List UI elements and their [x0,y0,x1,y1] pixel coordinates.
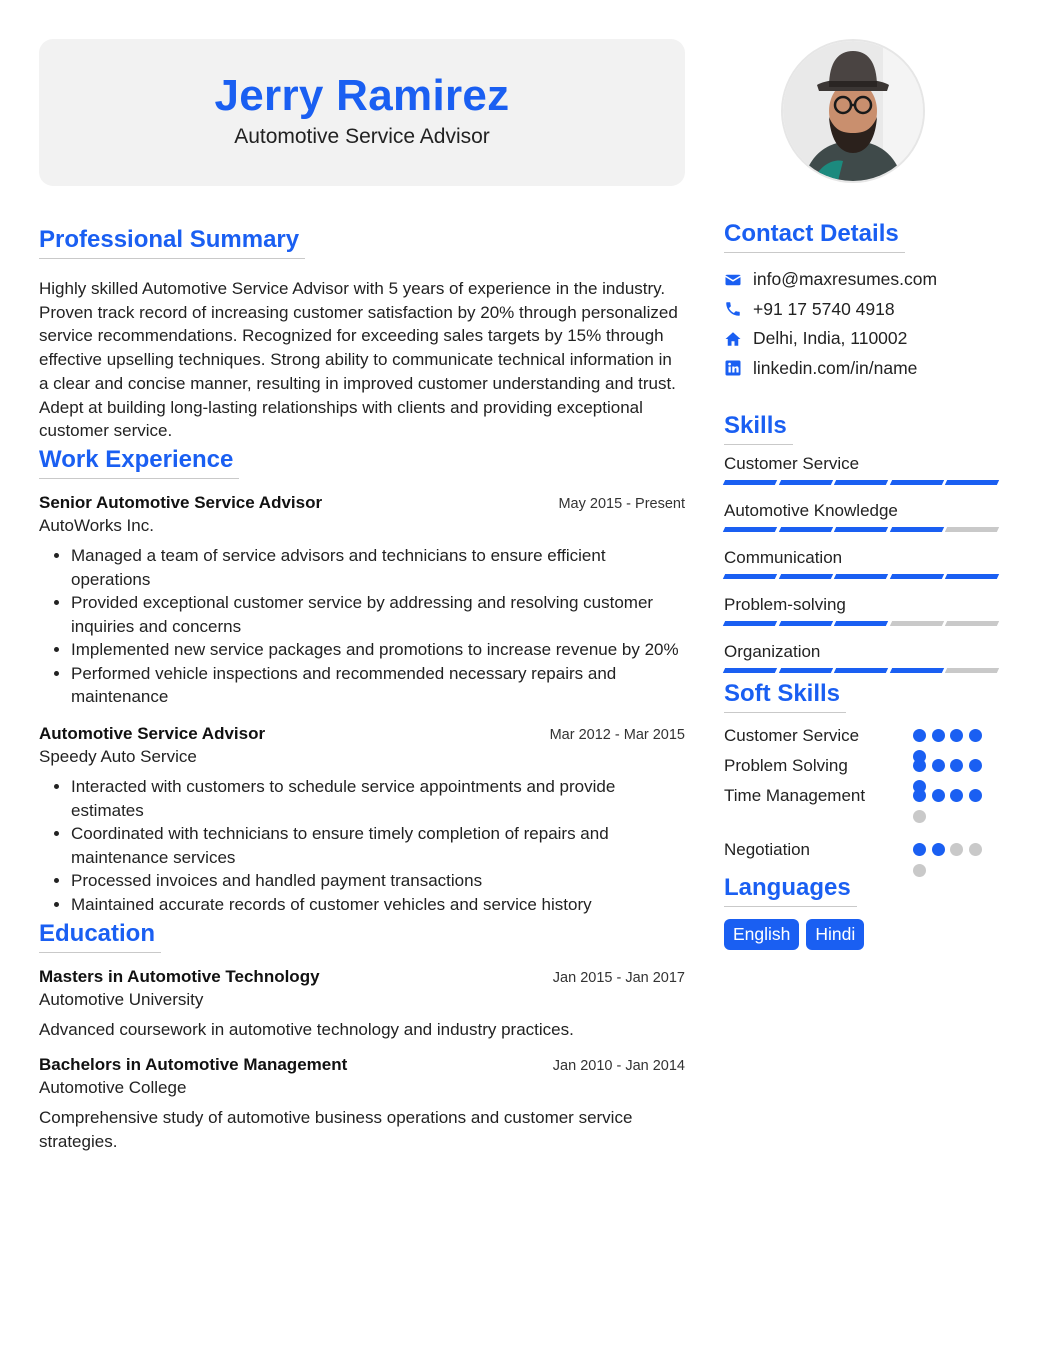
soft-skill-name: Time Management [724,786,866,805]
candidate-name: Jerry Ramirez [214,71,510,120]
contact-email[interactable] [724,265,1004,295]
soft-skills-section [724,679,1004,873]
skill-segment-filled [723,527,777,532]
summary-section [39,225,685,443]
education-entry [39,965,685,1042]
rating-dot-filled [950,789,963,802]
rating-dot-filled [950,759,963,772]
rating-dot-filled [913,759,926,772]
rating-dot-filled [932,759,945,772]
skill-segment-empty [945,668,999,673]
rating-dot-filled [969,789,982,802]
education-school: Automotive College [39,1078,187,1098]
phone-icon [724,300,742,318]
job-role: Senior Automotive Service Advisor [39,492,323,512]
skill-segment-filled [778,574,832,579]
soft-skill-item [724,785,1004,839]
soft-skill-name: Customer Service [724,726,860,745]
job-entry [39,491,685,709]
job-bullet: • Interacted with customers to schedule service appointments and provide estimates [71,775,685,822]
contact-address [724,324,1004,354]
education-heading: Education [39,919,161,953]
skill-segment-filled [723,668,777,673]
home-icon [724,330,742,348]
skill-item [724,594,1004,626]
skill-segment-filled [778,527,832,532]
envelope-icon [724,271,742,289]
job-role: Automotive Service Advisor [39,724,266,744]
job-bullet: • Maintained accurate records of customer vehicles and service history [71,893,685,917]
skill-item [724,641,1004,673]
rating-dot-empty [913,864,926,877]
soft-skill-rating [913,843,991,885]
skill-segment-filled [834,527,888,532]
candidate-title: Automotive Service Advisor [234,125,490,148]
skill-level-bar [724,527,1004,532]
rating-dot-filled [969,759,982,772]
skill-item [724,453,1004,485]
soft-skills-list [724,725,1004,873]
job-bullet: • Provided exceptional customer service by addressing and resolving customer inquiries and concerns [71,591,685,638]
education-date: Jan 2010 - Jan 2014 [552,1058,685,1075]
job-bullet: • Managed a team of service advisors and technicians to ensure efficient operations [71,544,685,591]
education-degree: Bachelors in Automotive Management [39,1055,348,1075]
rating-dot-filled [932,729,945,742]
contact-email-text: info@maxresumes.com [753,269,938,290]
education-description: Advanced coursework in automotive technology and industry practices. [39,1019,574,1039]
rating-dot-empty [969,843,982,856]
education-degree: Masters in Automotive Technology [39,966,320,986]
education-entry [39,1053,685,1153]
skill-segment-empty [945,527,999,532]
skill-level-bar [724,574,1004,579]
skill-item [724,547,1004,579]
contact-phone[interactable] [724,295,1004,325]
skill-segment-filled [778,480,832,485]
soft-skill-name: Problem Solving [724,756,848,775]
skill-segment-filled [834,668,888,673]
linkedin-icon [724,359,742,377]
soft-skill-name: Negotiation [724,840,811,859]
skill-segment-filled [723,480,777,485]
summary-heading: Professional Summary [39,225,305,259]
education-date: Jan 2015 - Jan 2017 [552,969,685,986]
skill-segment-filled [834,574,888,579]
skill-segment-filled [778,621,832,626]
soft-skill-item [724,839,1004,873]
soft-skill-item [724,725,1004,755]
skill-segment-filled [890,480,944,485]
job-bullet: • Coordinated with technicians to ensure timely completion of repairs and maintenance services [71,822,685,869]
header-banner [39,39,685,186]
rating-dot-filled [932,789,945,802]
job-date: Mar 2012 - Mar 2015 [549,727,685,744]
languages-list [724,919,1004,950]
rating-dot-filled [950,729,963,742]
skill-segment-filled [945,480,999,485]
profile-portrait-icon [783,41,923,181]
skill-segment-filled [890,668,944,673]
rating-dot-empty [913,810,926,823]
skill-segment-empty [890,621,944,626]
soft-skill-item [724,755,1004,785]
job-bullet: • Implemented new service packages and promotions to increase revenue by 20% [71,638,685,662]
rating-dot-filled [969,729,982,742]
skill-item [724,500,1004,532]
skill-segment-filled [723,574,777,579]
job-entry [39,722,685,917]
soft-skills-heading: Soft Skills [724,679,846,713]
skill-name: Automotive Knowledge [724,501,898,520]
job-date: May 2015 - Present [558,495,685,512]
language-badge: Hindi [806,919,864,950]
main-column [39,39,685,1153]
contact-linkedin[interactable] [724,354,1004,384]
sidebar-column [724,39,1004,950]
contact-phone-text: +91 17 5740 4918 [753,298,895,319]
job-bullets [39,544,685,709]
skill-name: Problem-solving [724,595,846,614]
job-bullets [39,775,685,917]
skill-segment-filled [723,621,777,626]
skills-heading: Skills [724,411,793,445]
job-bullet: • Performed vehicle inspections and recommended necessary repairs and maintenance [71,662,685,709]
contact-heading: Contact Details [724,219,905,253]
experience-heading: Work Experience [39,445,239,479]
profile-photo [781,39,925,183]
skills-section [724,411,1004,673]
skill-level-bar [724,621,1004,626]
experience-section [39,445,685,917]
job-bullet: • Processed invoices and handled payment transactions [71,869,685,893]
education-section [39,919,685,1154]
rating-dot-filled [913,789,926,802]
languages-heading: Languages [724,873,857,907]
language-badge: English [724,919,799,950]
skill-segment-filled [890,574,944,579]
education-description: Comprehensive study of automotive business operations and customer service strategies. [39,1108,633,1151]
skill-segment-filled [945,574,999,579]
rating-dot-empty [950,843,963,856]
job-company: AutoWorks Inc. [39,515,154,535]
job-company: Speedy Auto Service [39,747,197,767]
skill-segment-filled [890,527,944,532]
skill-segment-filled [778,668,832,673]
rating-dot-filled [913,843,926,856]
education-school: Automotive University [39,989,204,1009]
soft-skill-rating [913,789,991,831]
skill-segment-filled [834,480,888,485]
skill-name: Communication [724,548,843,567]
rating-dot-filled [913,729,926,742]
skill-name: Organization [724,642,821,661]
rating-dot-filled [932,843,945,856]
skills-list [724,453,1004,673]
contact-linkedin-text: linkedin.com/in/name [753,357,918,378]
summary-text: Highly skilled Automotive Service Advisor with 5 years of experience in the industry. Proven track record of increasing customer satisfaction by 20% through personalized service recommendations. Recognized for exceeding sales targets by 15% through effective upselling techniques. Strong ability to communicate technical information in a clear and concise manner, resulting in improved customer understanding and trust. Adept at building long-lasting relationships with clients and providing exceptional customer service. [39,279,678,441]
skill-level-bar [724,480,1004,485]
skill-segment-empty [945,621,999,626]
skill-name: Customer Service [724,454,860,473]
skill-segment-filled [834,621,888,626]
contact-section [724,219,1004,383]
contact-address-text: Delhi, India, 110002 [753,328,908,349]
skill-level-bar [724,668,1004,673]
